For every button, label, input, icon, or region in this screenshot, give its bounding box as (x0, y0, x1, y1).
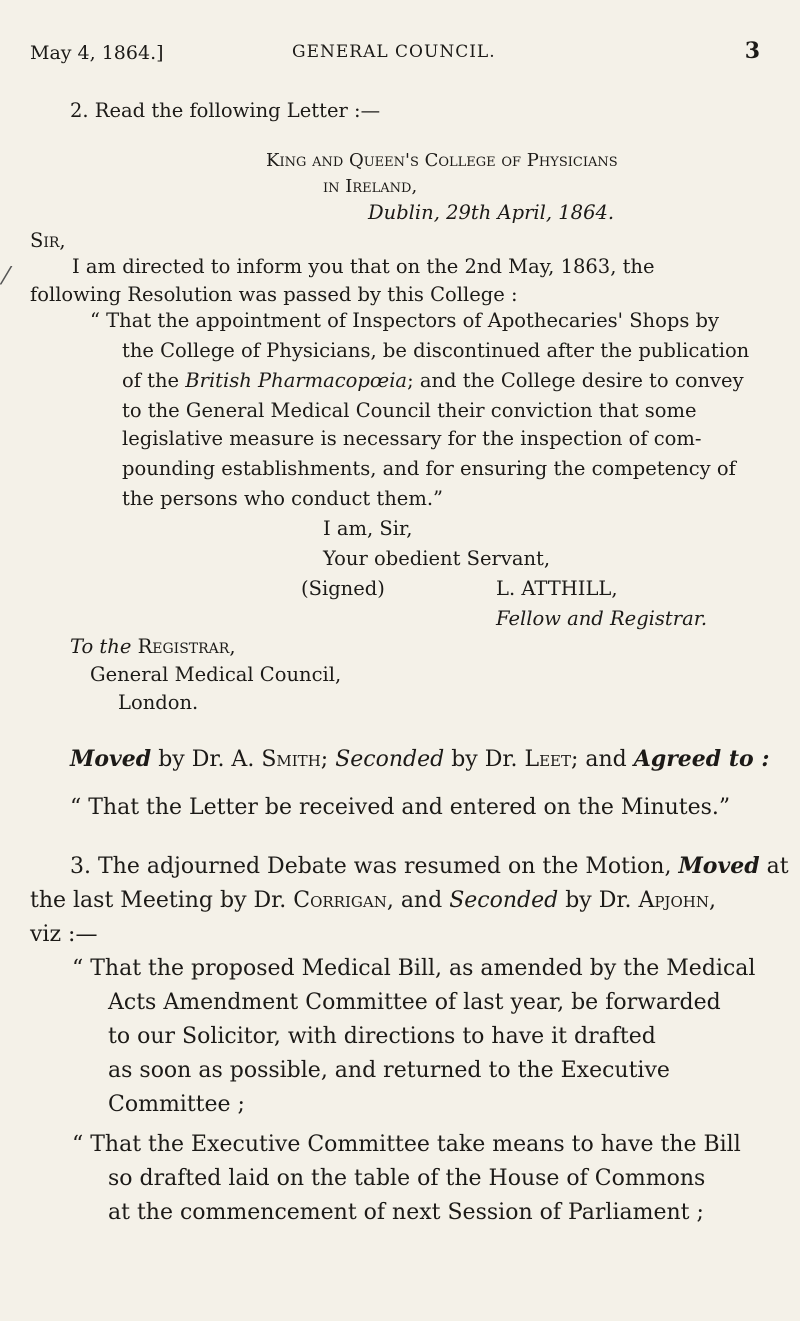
quoted-resolution-line: “ That the appointment of Inspectors of Apothecaries' Shops by (90, 309, 720, 332)
quoted-resolution-line: of the British Pharmacopœia; and the College desire to convey (122, 369, 744, 392)
salutation: Sir, (30, 229, 66, 252)
quoted-resolution-line: pounding establishments, and for ensuring the competency of (122, 457, 736, 480)
motion-resolution: “ That the Letter be received and entered on the Minutes.” (70, 795, 731, 820)
quoted-resolution-line: the College of Physicians, be discontinued after the publication (122, 339, 750, 362)
closing-line1: I am, Sir, (323, 517, 413, 540)
motion-line: Moved by Dr. A. Smith; Seconded by Dr. Leet; and Agreed to : (70, 746, 770, 772)
addressee-line2: General Medical Council, (90, 663, 342, 686)
sender-line1: King and Queen's College of Physicians (266, 150, 618, 171)
item2-heading: 2. Read the following Letter :— (70, 99, 381, 122)
page-number: 3 (744, 38, 760, 64)
quoted-resolution-line: to the General Medical Council their conviction that some (122, 399, 697, 422)
item3-resolution1-line: Committee ; (108, 1092, 245, 1117)
header-title: GENERAL COUNCIL. (292, 42, 496, 62)
addressee-line1: To the Registrar, (70, 635, 236, 658)
margin-mark: ⁄ (4, 262, 9, 290)
item3-resolution2-line: “ That the Executive Committee take means to have the Bill (72, 1132, 741, 1157)
letter-body-line1: I am directed to inform you that on the 2nd May, 1863, the (72, 255, 655, 278)
item3-line3: viz :— (30, 922, 98, 947)
addressee-line3: London. (118, 691, 199, 714)
item3-line2: the last Meeting by Dr. Corrigan, and Seconded by Dr. Apjohn, (30, 888, 716, 913)
quoted-resolution-line: legislative measure is necessary for the inspection of com- (122, 427, 702, 450)
item3-line1: 3. The adjourned Debate was resumed on the Motion, Moved at (70, 853, 789, 879)
header-date: May 4, 1864.] (30, 42, 164, 64)
running-header (30, 38, 760, 72)
item3-resolution1-line: Acts Amendment Committee of last year, be forwarded (108, 990, 721, 1015)
signer-title: Fellow and Registrar. (496, 607, 708, 630)
letter-body-line2: following Resolution was passed by this College : (30, 283, 518, 306)
signed-label: (Signed) (301, 577, 385, 600)
item3-resolution2-line: so drafted laid on the table of the House of Commons (108, 1166, 706, 1191)
closing-line2: Your obedient Servant, (323, 547, 551, 570)
place-date: Dublin, 29th April, 1864. (368, 201, 615, 224)
item3-resolution1-line: to our Solicitor, with directions to have it drafted (108, 1024, 656, 1049)
item3-resolution1-line: as soon as possible, and returned to the Executive (108, 1058, 670, 1083)
quoted-resolution-line: the persons who conduct them.” (122, 487, 443, 510)
item3-resolution1-line: “ That the proposed Medical Bill, as amended by the Medical (72, 956, 756, 981)
sender-line2: in Ireland, (323, 176, 418, 197)
signer-name: L. ATTHILL, (496, 577, 618, 600)
item3-resolution2-line: at the commencement of next Session of Parliament ; (108, 1200, 704, 1225)
